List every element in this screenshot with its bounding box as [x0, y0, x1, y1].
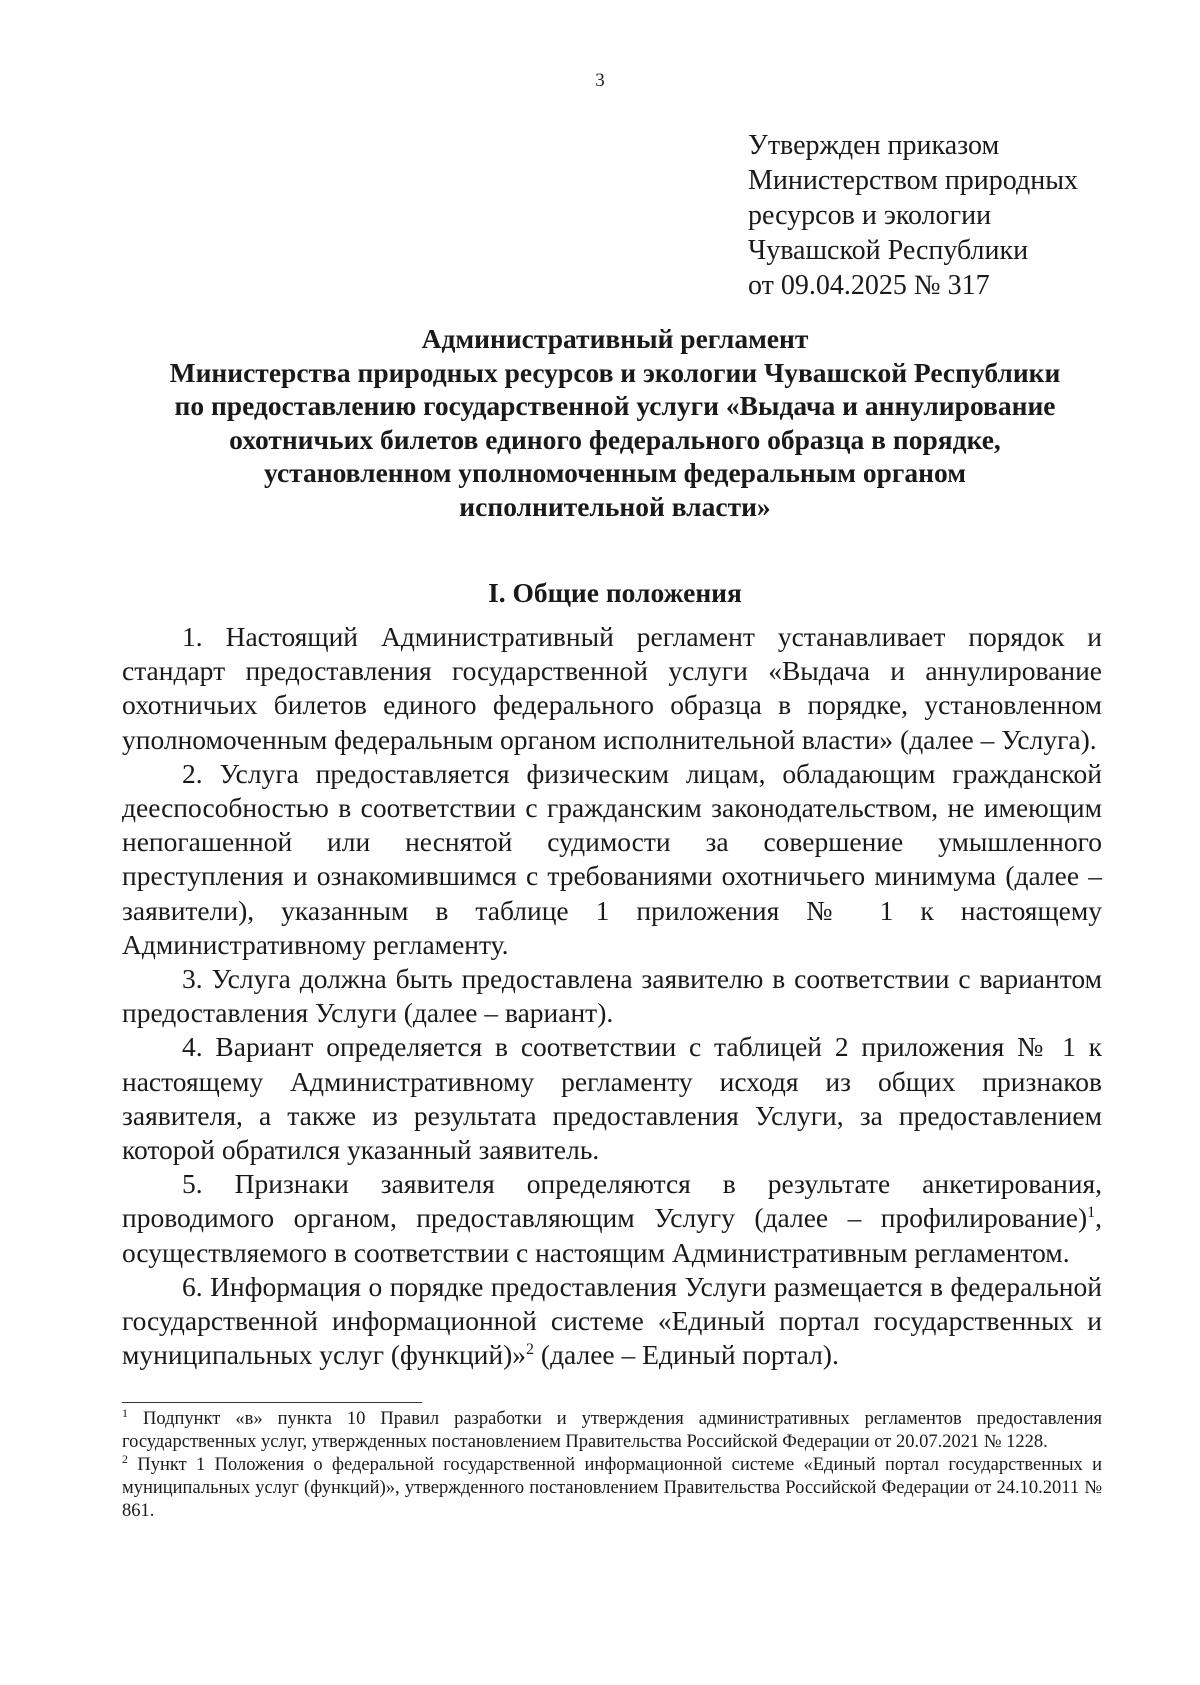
footnote-1-text: Подпункт «в» пункта 10 Правил разработки и утверждения административных регламентов предоставления государственных услуг, утвержденных постановлением Правительства Российской Федерации от 20.07.2021 № 1228.	[122, 1409, 1102, 1452]
approval-line: Министерством природных	[748, 165, 1079, 196]
paragraph-4: 4. Вариант определяется в соответствии с таблицей 2 приложения № 1 к настоящему Административному регламенту исходя из общих признаков заявителя, а также из результата предоставления Услуги, за предоставлением которой обратился указанный заявитель.	[122, 1031, 1102, 1166]
page-number: 3	[595, 70, 605, 91]
footnote-1	[122, 1405, 1102, 1454]
approval-line: Утвержден приказом	[748, 130, 1000, 161]
approval-line: Чувашской Республики	[748, 235, 1029, 266]
paragraph-6-text: 6. Информация о порядке предоставления Услуги размещается в федеральной государственной информационной системе «Единый портал государственных и муниципальных услуг (функций)»	[122, 1270, 1102, 1371]
paragraph-5-tail: , осуществляемого в соответствии с настоящим Административным регламентом.	[122, 1202, 1102, 1268]
paragraph-2: 2. Услуга предоставляется физическим лицам, обладающим гражданской дееспособностью в соответствии с гражданским законодательством, не имеющим непогашенной или неснятой судимости за совершение умышленного преступления и ознакомившимся с требованиями охотничьего минимума (далее – заявители), указанным в таблице 1 приложения № 1 к настоящему Административному регламенту.	[122, 757, 1102, 960]
approval-line: от 09.04.2025 № 317	[748, 270, 990, 301]
paragraph-1: 1. Настоящий Административный регламент устанавливает порядок и стандарт предоставления государственной услуги «Выдача и аннулирование охотничьих билетов единого федерального образца в порядке, установленном уполномоченным федеральным органом исполнительной власти» (далее – Услуга).	[122, 621, 1102, 755]
title-line: Министерства природных ресурсов и экологии Чувашской Республики	[169, 356, 1061, 388]
paragraph-5	[122, 1167, 1102, 1270]
paragraph-3: 3. Услуга должна быть предоставлена заявителю в соответствии с вариантом предоставления Услуги (далее – вариант).	[122, 963, 1102, 1029]
footnote-ref-1[interactable]: 1	[1087, 1204, 1096, 1222]
paragraph-6-tail: (далее – Единый портал).	[534, 1339, 839, 1371]
section-heading: I. Общие положения	[488, 577, 742, 608]
paragraph-5-text: 5. Признаки заявителя определяются в результате анкетирования, проводимого органом, предоставляющим Услугу (далее – профилирование)	[122, 1168, 1102, 1234]
title-line: установленном уполномоченным федеральным органом	[264, 457, 966, 488]
title-line: Административный регламент	[421, 323, 809, 354]
document-title	[120, 322, 1110, 523]
footnote-ref-2[interactable]: 2	[526, 1341, 535, 1359]
footnote-2-text: Пункт 1 Положения о федеральной государственной информационной системе «Единый портал государственных и муниципальных услуг (функций)», утвержденного постановлением Правительства Российской Федерации от 24.10.2011 № 861.	[122, 1455, 1102, 1521]
title-line: охотничьих билетов единого федерального образца в порядке,	[229, 423, 1001, 455]
footnotes	[122, 1405, 1102, 1523]
footnote-2-mark: 2	[122, 1451, 128, 1466]
approval-stamp	[748, 128, 1168, 303]
title-line: исполнительной власти»	[459, 490, 771, 522]
title-line: по предоставлению государственной услуги «Выдача и аннулирование	[174, 390, 1056, 421]
footnote-1-mark: 1	[122, 1405, 128, 1420]
footnote-2	[122, 1451, 1102, 1523]
paragraph-6	[122, 1270, 1102, 1373]
approval-line: ресурсов и экологии	[748, 200, 992, 231]
footnote-divider	[122, 1402, 422, 1403]
body-text	[122, 620, 1102, 1372]
